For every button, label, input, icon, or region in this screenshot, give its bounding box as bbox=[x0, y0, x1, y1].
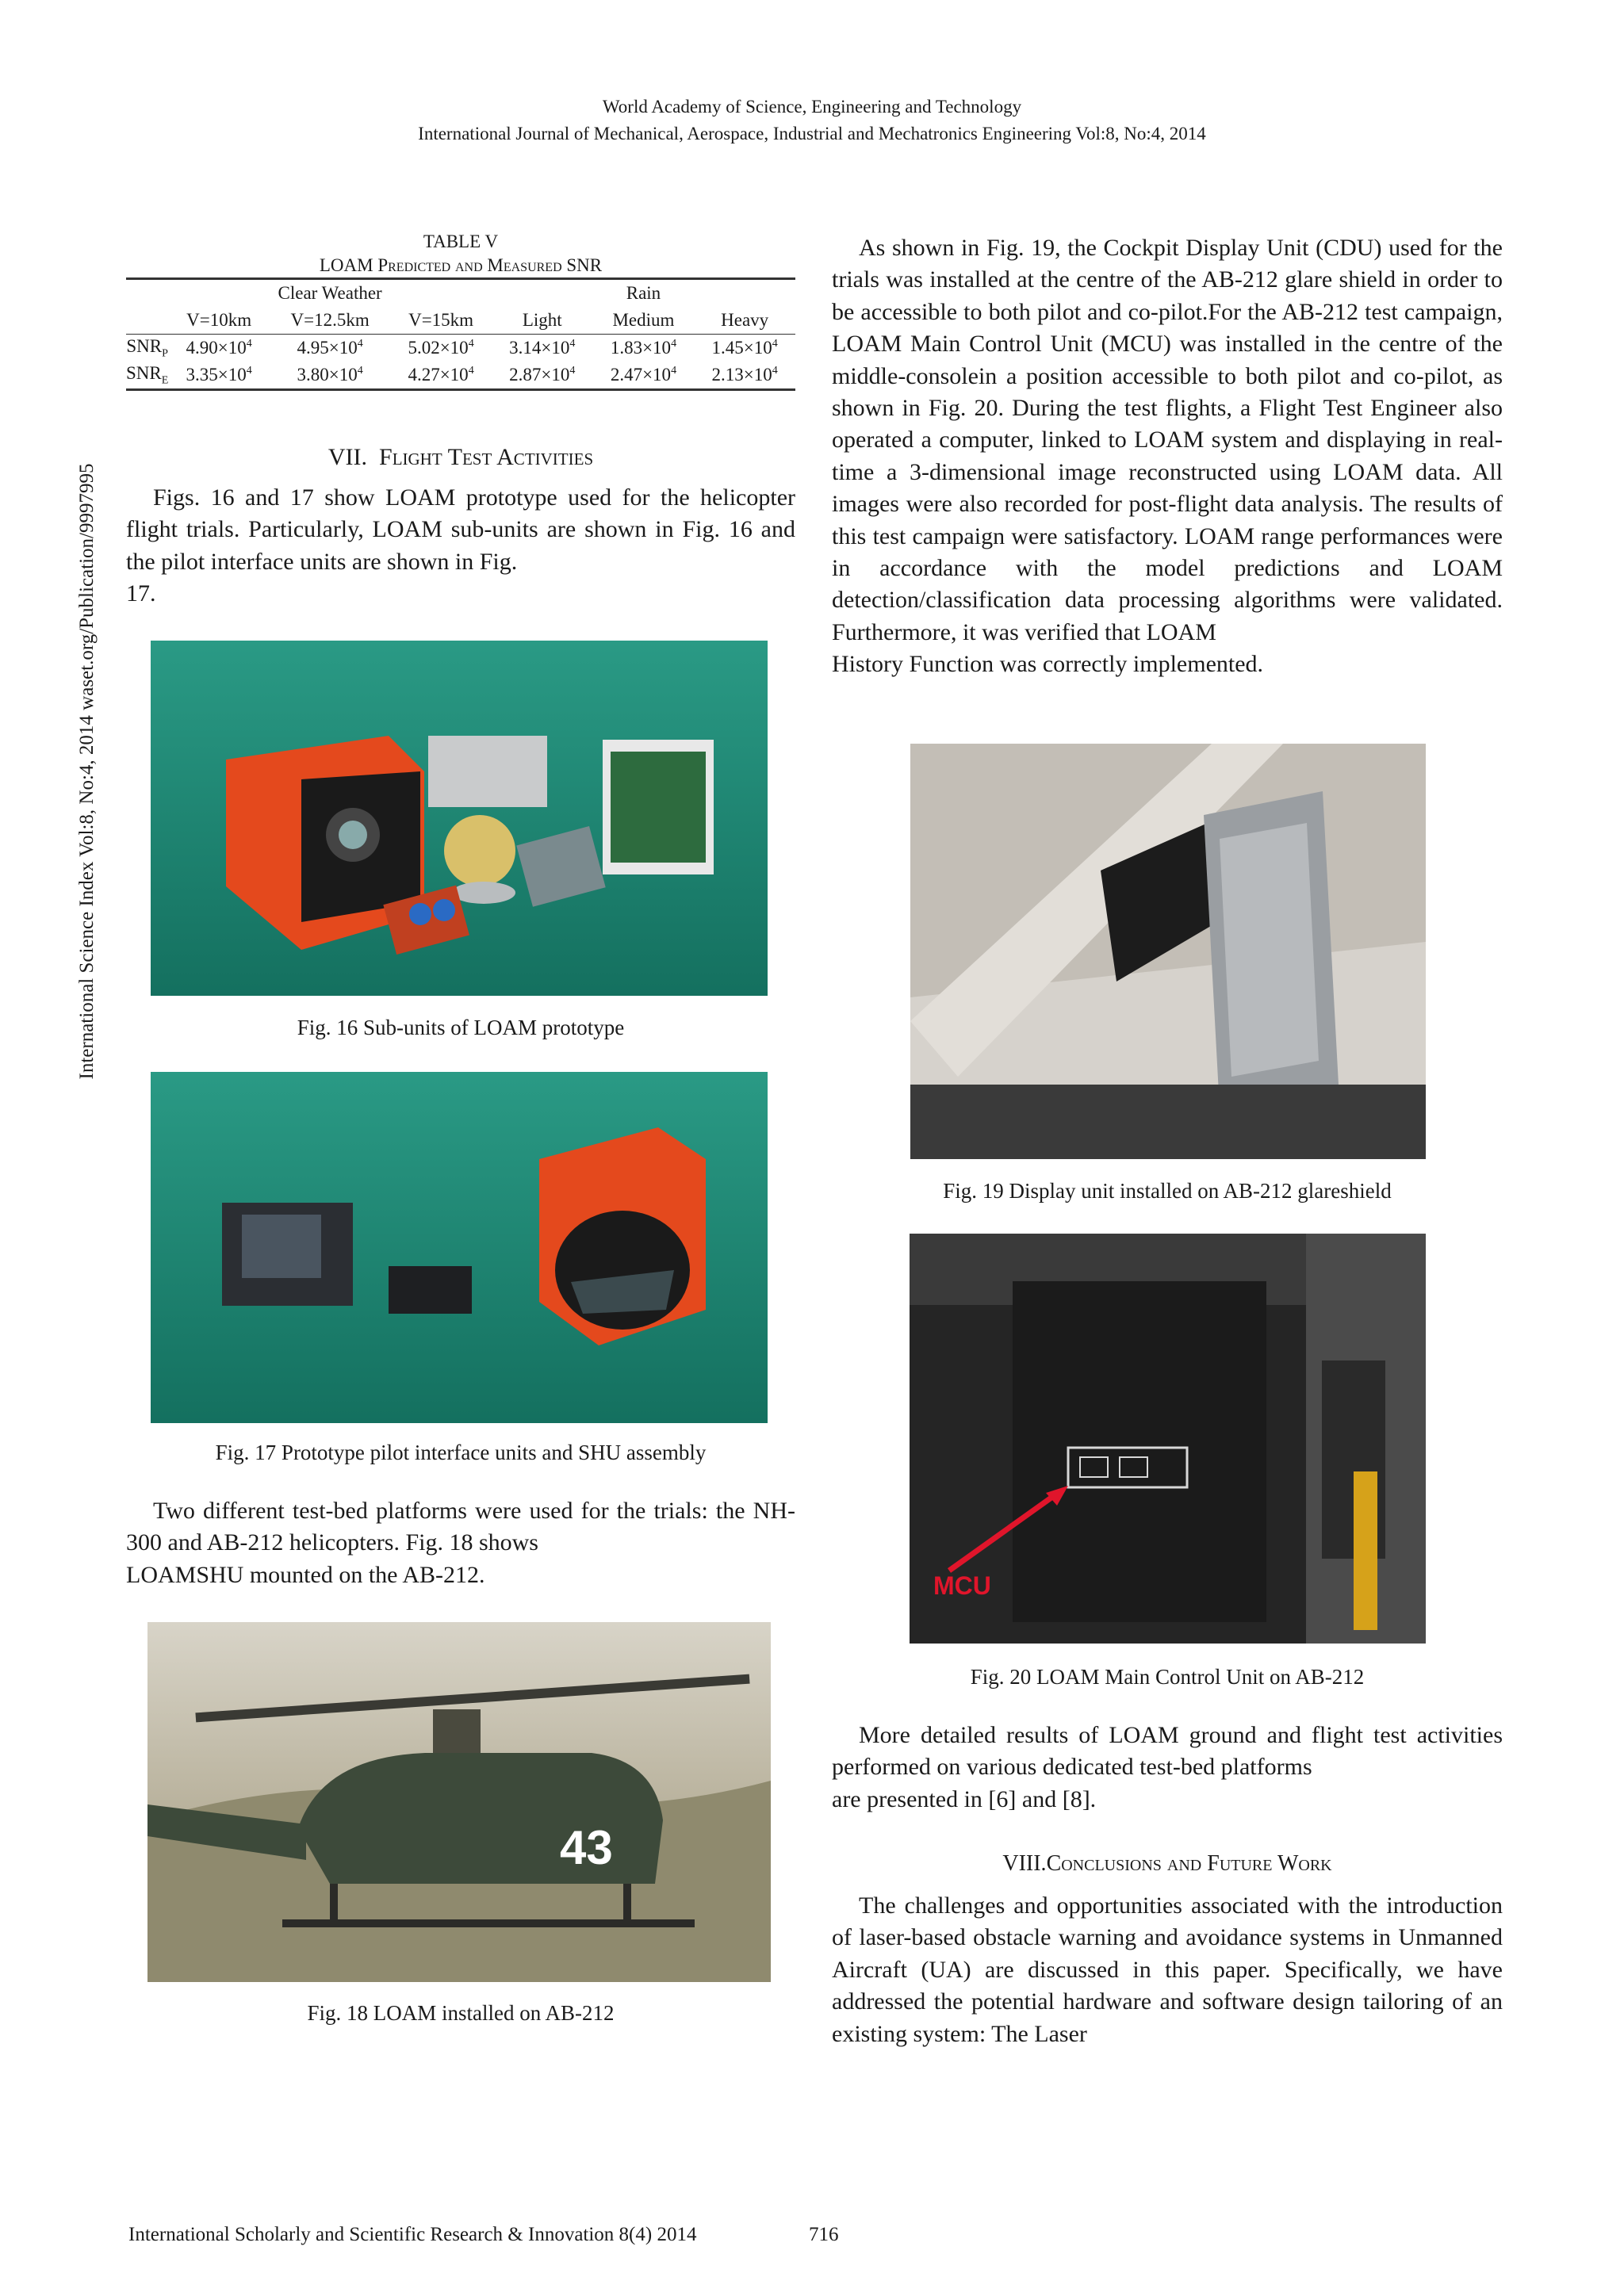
col-header: V=10km bbox=[186, 310, 252, 330]
table-row bbox=[126, 335, 795, 362]
paragraph-figs: Figs. 16 and 17 show LOAM prototype used for the helicopter flight trials. Particularly, LOAM sub-units are shown in Fig. 16 and the pilot interface units are shown in Fig. 17. bbox=[126, 484, 795, 607]
col-header: V=12.5km bbox=[290, 310, 370, 330]
fig17-caption: Fig. 17 Prototype pilot interface units and SHU assembly bbox=[215, 1441, 707, 1464]
col-header: Light bbox=[522, 310, 562, 330]
table-cell: $2.87\times 10^4$ bbox=[492, 362, 593, 390]
snr-table bbox=[126, 277, 795, 391]
footer-journal: International Scholarly and Scientific Research & Innovation 8(4) 2014 bbox=[128, 2224, 697, 2245]
table-cell: $3.80\times 10^4$ bbox=[270, 362, 390, 390]
group-rain: Rain bbox=[492, 279, 795, 308]
table-cell: $2.13\times 10^4$ bbox=[694, 362, 795, 390]
side-citation: International Science Index Vol:8, No:4, 2014 waset.org/Publication/9997995 bbox=[76, 463, 98, 1080]
paragraph-cdu: As shown in Fig. 19, the Cockpit Display Unit (CDU) used for the trials was installed at the centre of the AB-212 glare shield in order to be accessible to both pilot and co-pilot.For the AB-212 test campaign, LOAM Main Control Unit (MCU) was installed in the centre of the middle-consolein a position accessible to both pilot and co-pilot, as shown in Fig. 20. During the test flights, a Flight Test Engineer also operated a computer, linked to LOAM system and displaying in real-time a 3-dimensional image reconstructed using LOAM data. All images were also recorded for post-flight data analysis. The results of this test campaign were satisfactory. LOAM range performances were in accordance with the model predictions and LOAM detection/classification data processing algorithms were validated. Furthermore, it was verified that LOAM History Function was correctly implemented. bbox=[832, 235, 1503, 678]
paragraph-results: More detailed results of LOAM ground and flight test activities performed on various dedicated test-bed platforms are presented in [6] and [8]. bbox=[832, 1722, 1503, 1812]
table-cell: $2.47\times 10^4$ bbox=[593, 362, 695, 390]
footer-page-number: 716 bbox=[809, 2224, 839, 2245]
section-heading-viii: VIII.Conclusions and Future Work bbox=[1002, 1851, 1332, 1876]
table-v bbox=[126, 230, 795, 391]
table-label: TABLE V bbox=[423, 232, 499, 251]
col-header: Medium bbox=[612, 310, 675, 330]
table-row bbox=[126, 362, 795, 390]
table-cell: $4.95\times 10^4$ bbox=[270, 335, 390, 362]
table-title: LOAM Predicted and Measured SNR bbox=[319, 255, 603, 275]
fig16-image bbox=[151, 641, 768, 996]
section-heading-vii: VII. Flight Test Activities bbox=[327, 444, 594, 470]
fig16-caption: Fig. 16 Sub-units of LOAM prototype bbox=[297, 1016, 625, 1039]
table-cell: $5.02\times 10^4$ bbox=[390, 335, 492, 362]
fig18-caption: Fig. 18 LOAM installed on AB-212 bbox=[307, 2001, 615, 2025]
col-header: Heavy bbox=[721, 310, 769, 330]
fig19-caption: Fig. 19 Display unit installed on AB-212 glareshield bbox=[943, 1179, 1392, 1203]
table-cell: $1.83\times 10^4$ bbox=[593, 335, 695, 362]
fig19-image bbox=[910, 744, 1426, 1159]
fig20-caption: Fig. 20 LOAM Main Control Unit on AB-212 bbox=[970, 1665, 1365, 1689]
paragraph-conclusions: The challenges and opportunities associated with the introduction of laser-based obstacle warning and avoidance systems in Unmanned Aircraft (UA) are discussed in this paper. Specifically, we have addressed the potential hardware and software design tailoring of an existing system: The Laser bbox=[832, 1892, 1503, 2047]
col-header: V=15km bbox=[408, 310, 474, 330]
fig18-image bbox=[147, 1622, 771, 1982]
table-cell: $4.90\times 10^4$ bbox=[168, 335, 270, 362]
group-clear-weather: Clear Weather bbox=[168, 279, 492, 308]
paragraph-testbed: Two different test-bed platforms were used for the trials: the NH-300 and AB-212 helicopters. Fig. 18 shows LOAMSHU mounted on the AB-212. bbox=[126, 1498, 795, 1588]
header-line-2: International Journal of Mechanical, Aerospace, Industrial and Mechatronics Engineering Vol:8, No:4, 2014 bbox=[418, 124, 1206, 144]
table-cell: $3.35\times 10^4$ bbox=[168, 362, 270, 390]
table-cell: $1.45\times 10^4$ bbox=[694, 335, 795, 362]
journal-header bbox=[0, 94, 1624, 147]
fig20-image bbox=[910, 1234, 1426, 1644]
row-label: $SNR_E$ bbox=[126, 362, 168, 390]
row-label: $SNR_P$ bbox=[126, 335, 168, 362]
table-cell: $4.27\times 10^4$ bbox=[390, 362, 492, 390]
header-line-1: World Academy of Science, Engineering and Technology bbox=[602, 97, 1022, 117]
mcu-label: MCU bbox=[933, 1571, 991, 1600]
table-cell: $3.14\times 10^4$ bbox=[492, 335, 593, 362]
fig18-tail-number: 43 bbox=[560, 1821, 613, 1874]
fig17-image bbox=[151, 1072, 768, 1423]
